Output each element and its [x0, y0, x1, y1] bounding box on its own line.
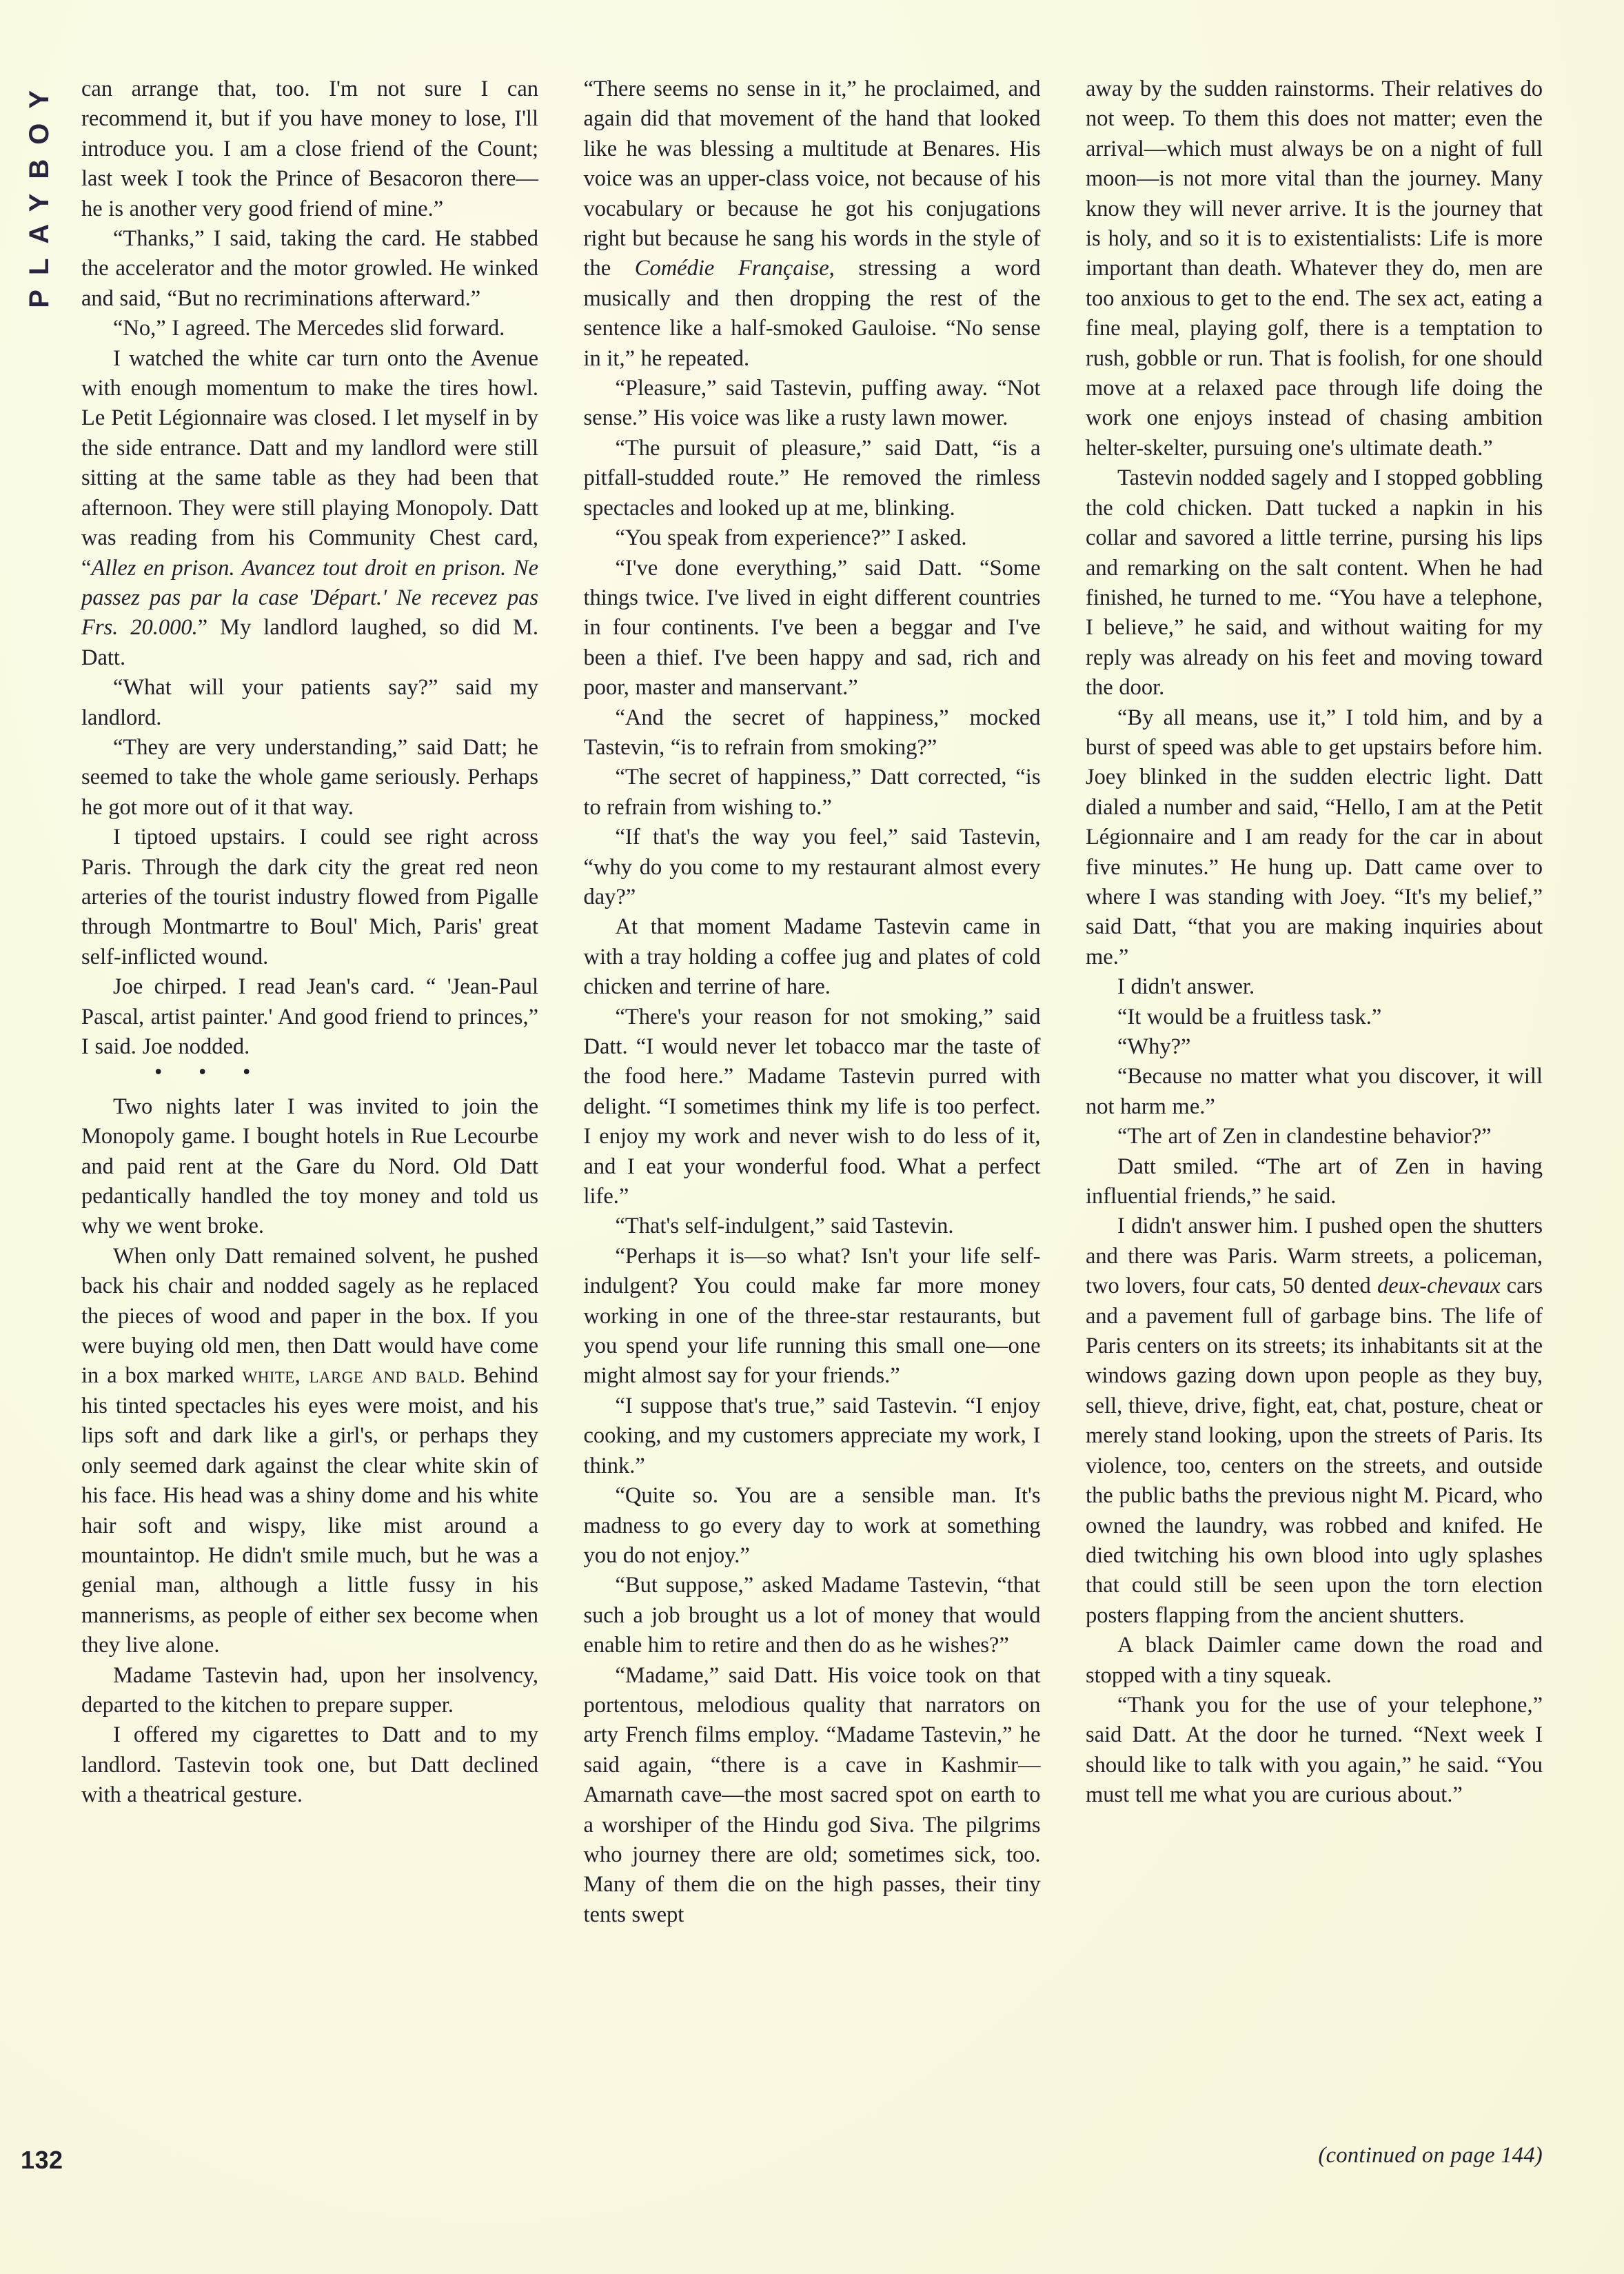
paragraph: Datt smiled. “The art of Zen in having influential friends,” he said.	[1086, 1154, 1543, 1209]
paragraph-text: . Behind his tinted spectacles his eyes were moist, and his lips soft and dark like a girl's, or perhaps they only seemed dark against the clear white skin of his face. His head was a shiny dome and his white hair soft and wispy, like mist around a mountaintop. He didn't smile much, but he was a genial man, although a little fussy in his mannerisms, as people of either sex become when they live alone.	[81, 1363, 538, 1658]
paragraph: “That's self-indulgent,” said Tastevin.	[615, 1214, 954, 1239]
paragraph: I tiptoed upstairs. I could see right across Paris. Through the dark city the great red neon arteries of the tourist industry flowed from Pigalle through Montmartre to Boul' Mich, Paris' great self-inflicted wound.	[81, 825, 538, 969]
deux-chevaux-italic: deux-chevaux	[1377, 1274, 1501, 1299]
paragraph: At that moment Madame Tastevin came in with a tray holding a coffee jug and plates of cold chicken and terrine of hare.	[583, 914, 1041, 1000]
continued-note: (continued on page 144)	[1318, 2143, 1543, 2168]
paragraph	[1086, 1211, 1543, 1631]
paragraph-text: “There seems no sense in it,” he proclaimed, and again did that movement of the hand that looked like he was blessing a multitude at Benares. His voice was an upper-class voice, not because of his vocabulary or because he got his conjugations right but because he sang his words in the style of the	[583, 77, 1041, 281]
paragraph: Madame Tastevin had, upon her insolvency, departed to the kitchen to prepare supper.	[81, 1662, 538, 1718]
masthead-label: PLAYBOY	[24, 76, 54, 308]
paragraph: “Thanks,” I said, taking the card. He stabbed the accelerator and the motor growled. He winked and said, “But no recriminations afterward.”	[81, 226, 538, 311]
paragraph: “By all means, use it,” I told him, and by a burst of speed was able to get upstairs before him. Joey blinked in the sudden electric light. Datt dialed a number and said, “Hello, I am at the Petit Légionnaire and I am ready for the car in about five minutes.” He hung up. Datt came over to where I was standing with Joey. “It's my belief,” said Datt, “that you are making inquiries about me.”	[1086, 705, 1543, 969]
paragraph: can arrange that, too. I'm not sure I can recommend it, but if you have money to lose, I'll introduce you. I am a close friend of the Count; last week I took the Prince of Besacoron there—he is another very good friend of mine.”	[81, 77, 538, 221]
paragraph: “But suppose,” asked Madame Tastevin, “that such a job brought us a lot of money that would enable him to retire and then do as he wishes?”	[583, 1573, 1041, 1658]
paragraph-text: cars and a pavement full of garbage bins. The life of Paris centers on its streets; its inhabitants sit at the windows gazing down upon people as they buy, sell, thieve, drive, fight, eat, chat, posture, cheat or merely stand looking, upon the streets of Paris. Its violence, too, centers on the streets, and outside the public baths the previous night M. Picard, who owned the laundry, was robbed and knifed. He died twitching his own blood into ugly splashes that could still be seen upon the torn election posters flapping from the ancient shutters.	[1086, 1274, 1543, 1628]
paragraph: “No,” I agreed. The Mercedes slid forward.	[113, 316, 505, 341]
paragraph: “What will your patients say?” said my landlord.	[81, 675, 538, 730]
paragraph: “I suppose that's true,” said Tastevin. “I enjoy cooking, and my customers appreciate my work, I think.”	[583, 1393, 1041, 1478]
paragraph: “Perhaps it is—so what? Isn't your life self-indulgent? You could make far more money working in one of the three-star restaurants, but you spend your life running this small one—one might almost say for your friends.”	[583, 1243, 1041, 1389]
paragraph	[81, 344, 538, 673]
paragraph	[81, 1242, 538, 1661]
paragraph: “Why?”	[1117, 1034, 1191, 1059]
paragraph: away by the sudden rainstorms. Their relatives do not weep. To them this does not matter; even the arrival—which must always be on a night of full moon—is not more vital than the journey. Many know they will never arrive. It is the journey that is holy, and so it is to existentialists: Life is more important than death. Whatever they do, men are too anxious to get to the end. The sex act, eating a fine meal, playing golf, there is a temptation to rush, gobble or run. That is foolish, for one should move at a relaxed pace through life doing the work one enjoys instead of chasing ambition helter-skelter, pursuing one's ultimate death.”	[1086, 77, 1543, 461]
paragraph: Tastevin nodded sagely and I stopped gobbling the cold chicken. Datt tucked a napkin in his collar and savored a little terrine, pursing his lips and remarking on the salt content. When he had finished, he turned to me. “You have a telephone, I believe,” he said, and without waiting for my reply was already on his feet and moving toward the door.	[1086, 465, 1543, 701]
paragraph: “The art of Zen in clandestine behavior?”	[1117, 1124, 1492, 1149]
paragraph-text: , stressing a word musically and then dropping the rest of the sentence like a half-smoked Gauloise. “No sense in it,” he repeated.	[583, 256, 1041, 371]
paragraph: “Madame,” said Datt. His voice took on that portentous, melodious quality that narrators on arty French films employ. “Madame Tastevin,” he said again, “there is a cave in Kashmir—Amarnath cave—the most sacred spot on earth to a worshiper of the Hindu god Siva. The pilgrims who journey there are old; sometimes sick, too. Many of them die on the high passes, their tiny tents swept	[583, 1662, 1041, 1927]
scene-break-separator	[81, 1062, 538, 1091]
playboy-masthead	[15, 76, 63, 365]
paragraph: Two nights later I was invited to join the Monopoly game. I bought hotels in Rue Lecourbe and paid rent at the Gare du Nord. Old Datt pedantically handled the toy money and told us why we went broke.	[81, 1094, 538, 1239]
text-column-3	[1086, 74, 1543, 1811]
paragraph: “You speak from experience?” I asked.	[615, 525, 967, 551]
article-columns	[81, 74, 1543, 2157]
paragraph: “It would be a fruitless task.”	[1117, 1004, 1382, 1029]
paragraph: “Because no matter what you discover, it will not harm me.”	[1086, 1064, 1543, 1119]
text-column-1	[81, 74, 538, 1811]
paragraph-text: ” My landlord laughed, so did M. Datt.	[81, 615, 538, 670]
paragraph: “They are very understanding,” said Datt; he seemed to take the whole game seriously. Perhaps he got more out of it that way.	[81, 734, 538, 820]
paragraph-text: I didn't answer him. I pushed open the shutters and there was Paris. Warm streets, a policeman, two lovers, four cats, 50 dented	[1086, 1214, 1543, 1299]
scene-break-dots: • • •	[154, 1060, 266, 1085]
paragraph: “The pursuit of pleasure,” said Datt, “is a pitfall-studded route.” He removed the rimless spectacles and looked up at me, blinking.	[583, 435, 1041, 521]
paragraph: “I've done everything,” said Datt. “Some things twice. I've lived in eight different countries in four continents. I've been a beggar and I've been a thief. I've been happy and sad, rich and poor, master and manservant.”	[583, 555, 1041, 701]
paragraph	[584, 74, 1041, 374]
french-quote-italic: Allez en prison. Avancez tout droit en prison. Ne passez pas par la case 'Départ.' Ne recevez pas Frs. 20.000.	[81, 555, 538, 641]
paragraph: “The secret of happiness,” Datt corrected, “is to refrain from wishing to.”	[583, 765, 1041, 820]
comedie-francaise-italic: Comédie Française	[634, 256, 829, 281]
small-caps-phrase: white, large and bald	[242, 1363, 460, 1389]
paragraph: A black Daimler came down the road and stopped with a tiny squeak.	[1086, 1633, 1543, 1688]
text-column-2	[584, 74, 1041, 1930]
paragraph: I offered my cigarettes to Datt and to my landlord. Tastevin took one, but Datt declined with a theatrical gesture.	[81, 1722, 538, 1808]
paragraph: “Thank you for the use of your telephone,” said Datt. At the door he turned. “Next week I should like to talk with you again,” he said. “You must tell me what you are curious about.”	[1086, 1692, 1543, 1808]
paragraph: Joe chirped. I read Jean's card. “ 'Jean-Paul Pascal, artist painter.' And good friend to princes,” I said. Joe nodded.	[81, 974, 538, 1059]
paragraph-text: I watched the white car turn onto the Avenue with enough momentum to make the tires howl. Le Petit Légionnaire was closed. I let myself in by the side entrance. Datt and my landlord were still sitting at the same table as they had been that afternoon. They were still playing Monopoly. Datt was reading from his Community Chest card, “	[81, 345, 538, 581]
page-number: 132	[21, 2146, 63, 2174]
paragraph-text: When only Datt remained solvent, he pushed back his chair and nodded sagely as he replaced the pieces of wood and paper in the box. If you were buying old men, then Datt would have come in a box marked	[81, 1243, 538, 1389]
paragraph: I didn't answer.	[1117, 974, 1255, 1000]
paragraph: “If that's the way you feel,” said Tastevin, “why do you come to my restaurant almost every day?”	[583, 825, 1041, 909]
paragraph: “And the secret of happiness,” mocked Tastevin, “is to refrain from smoking?”	[583, 705, 1041, 760]
paragraph: “Quite so. You are a sensible man. It's madness to go every day to work at something you do not enjoy.”	[583, 1483, 1041, 1568]
paragraph: “Pleasure,” said Tastevin, puffing away. “Not sense.” His voice was like a rusty lawn mower.	[583, 376, 1041, 431]
paragraph: “There's your reason for not smoking,” said Datt. “I would never let tobacco mar the taste of the food here.” Madame Tastevin purred with delight. “I sometimes think my life is too perfect. I enjoy my work and never wish to do less of it, and I eat your wonderful food. What a perfect life.”	[583, 1004, 1041, 1209]
